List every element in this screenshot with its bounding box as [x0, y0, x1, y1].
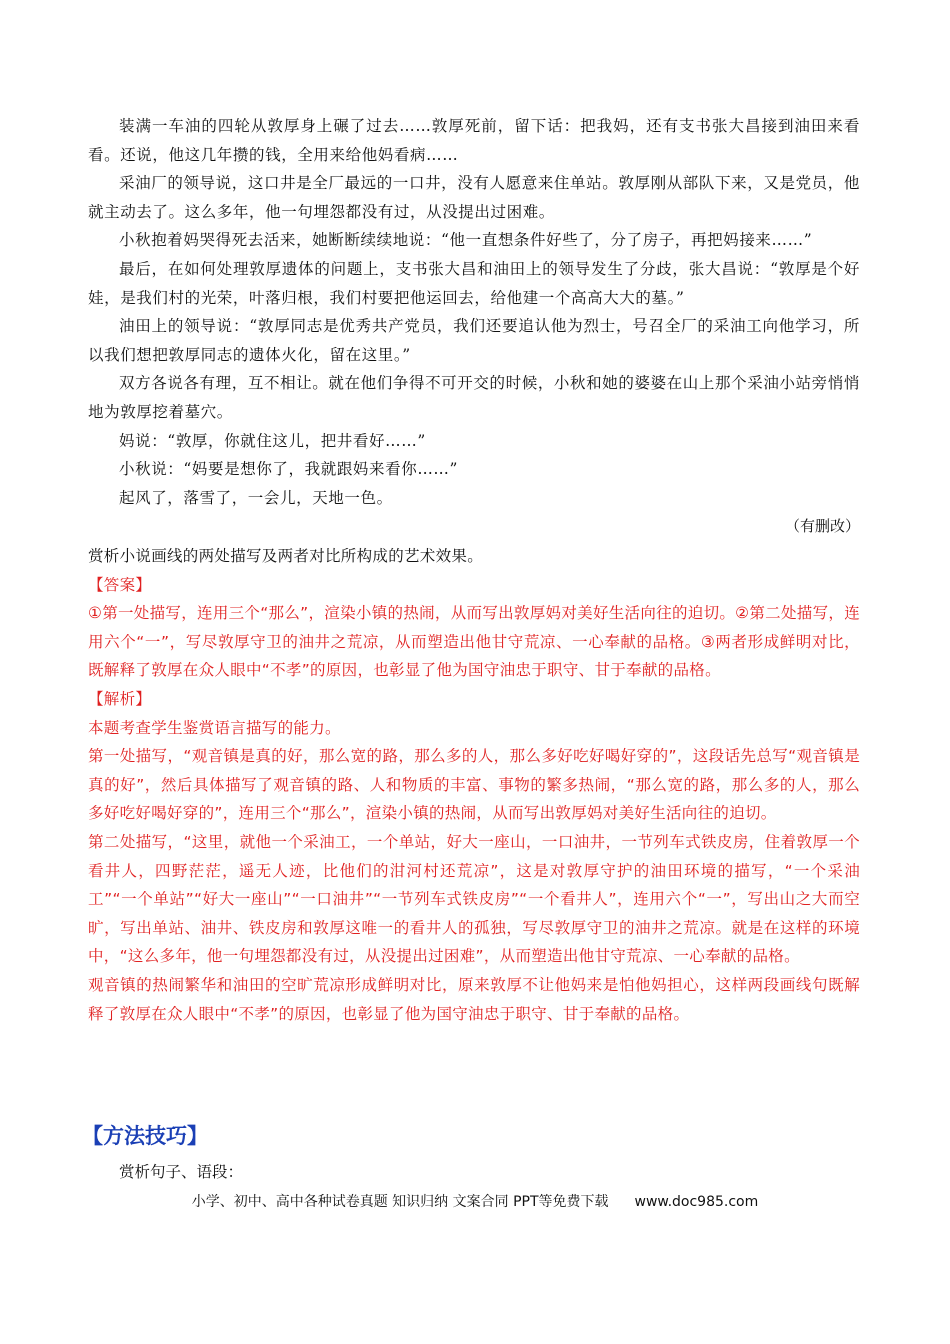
story-paragraph-8: 小秋说：“妈要是想你了，我就跟妈来看你……” — [119, 460, 459, 479]
story-excerpt — [88, 112, 860, 540]
footer-url[interactable]: www.doc985.com — [634, 1194, 759, 1210]
method-subtitle: 赏析句子、语段： — [119, 1163, 244, 1181]
edit-note: （有删改） — [784, 517, 860, 536]
story-paragraph-9: 起风了，落雪了，一会儿，天地一色。 — [119, 488, 393, 507]
story-paragraph-4: 最后，在如何处理敦厚遗体的问题上，支书张大昌和油田上的领导发生了分歧，张大昌说：“敦厚是个好娃，是我们村的光荣，叶落归根，我们村要把他运回去，给他建一个高高大大的墓。” — [88, 259, 860, 307]
analysis-line-3: 第二处描写，“这里，就他一个采油工，一个单站，好大一座山，一口油井，一节列车式铁皮房，住着敦厚一个看井人，四野茫茫，遥无人迹，比他们的泔河村还荒凉”，这是对敦厚守护的油田环境的描写，“一个采油工”“一个单站”“好大一座山”“一口油井”“一节列车式铁皮房”“一个看井人”，连用六个“一”，写出山之大而空旷，写出单站、油井、铁皮房和敦厚这唯一的看井人的孤独，写尽敦厚守卫的油井之荒凉。就是在这样的环境中，“这么多年，他一句埋怨都没有过，从没提出过困难”，从而塑造出他甘守荒凉、一心奉献的品格。 — [88, 832, 860, 966]
question-answer-section — [88, 542, 860, 1028]
story-paragraph-5: 油田上的领导说：“敦厚同志是优秀共产党员，我们还要追认他为烈士，号召全厂的采油工向他学习，所以我们想把敦厚同志的遗体火化，留在这里。” — [88, 317, 860, 364]
analysis-line-2: 第一处描写，“观音镇是真的好，那么宽的路，那么多的人，那么多好吃好喝好穿的”，这段话先总写“观音镇是真的好”，然后具体描写了观音镇的路、人和物质的丰富、事物的繁多热闹，“那么宽的路，那么多的人，那么多好吃好喝好穿的”，连用三个“那么”，渲染小镇的热闹，从而写出敦厚妈对美好生活向往的迫切。 — [88, 747, 860, 823]
analysis-line-4: 观音镇的热闹繁华和油田的空旷荒凉形成鲜明对比，原来敦厚不让他妈来是怕他妈担心，这样两段画线句既解释了敦厚在众人眼中“不孝”的原因，也彰显了他为国守油忠于职守、甘于奉献的品格。 — [88, 975, 860, 1023]
story-paragraph-2: 采油厂的领导说，这口井是全厂最远的一口井，没有人愿意来住单站。敦厚刚从部队下来，又是党员，他就主动去了。这么多年，他一句埋怨都没有过，从没提出过困难。 — [88, 174, 860, 221]
story-paragraph-1: 装满一车油的四轮从敦厚身上碾了过去……敦厚死前，留下话：把我妈，还有支书张大昌接到油田来看看。还说，他这几年攒的钱，全用来给他妈看病…… — [88, 117, 860, 164]
footer-banner — [0, 1190, 950, 1214]
story-paragraph-6: 双方各说各有理，互不相让。就在他们争得不可开交的时候，小秋和她的婆婆在山上那个采油小站旁悄悄地为敦厚挖着墓穴。 — [88, 374, 860, 421]
analysis-line-1: 本题考查学生鉴赏语言描写的能力。 — [88, 718, 341, 737]
answer-text: ①第一处描写，连用三个“那么”，渲染小镇的热闹，从而写出敦厚妈对美好生活向往的迫切。②第二处描写，连用六个“一”，写尽敦厚守卫的油井之荒凉，从而塑造出他甘守荒凉、一心奉献的品格。③两者形成鲜明对比，既解释了敦厚在众人眼中“不孝”的原因，也彰显了他为国守油忠于职守、甘于奉献的品格。 — [88, 604, 860, 680]
story-paragraph-3: 小秋抱着妈哭得死去活来，她断断续续地说：“他一直想条件好些了，分了房子，再把妈接来……” — [119, 231, 813, 250]
question-text: 赏析小说画线的两处描写及两者对比所构成的艺术效果。 — [88, 547, 484, 565]
answer-tag: 【答案】 — [88, 575, 152, 594]
analysis-tag: 【解析】 — [88, 689, 152, 708]
footer-text: 小学、初中、高中各种试卷真题 知识归纳 文案合同 PPT等免费下载 — [191, 1194, 609, 1210]
story-paragraph-7: 妈说：“敦厚，你就住这儿，把井看好……” — [119, 431, 426, 450]
method-heading: 【方法技巧】 — [82, 1124, 208, 1148]
